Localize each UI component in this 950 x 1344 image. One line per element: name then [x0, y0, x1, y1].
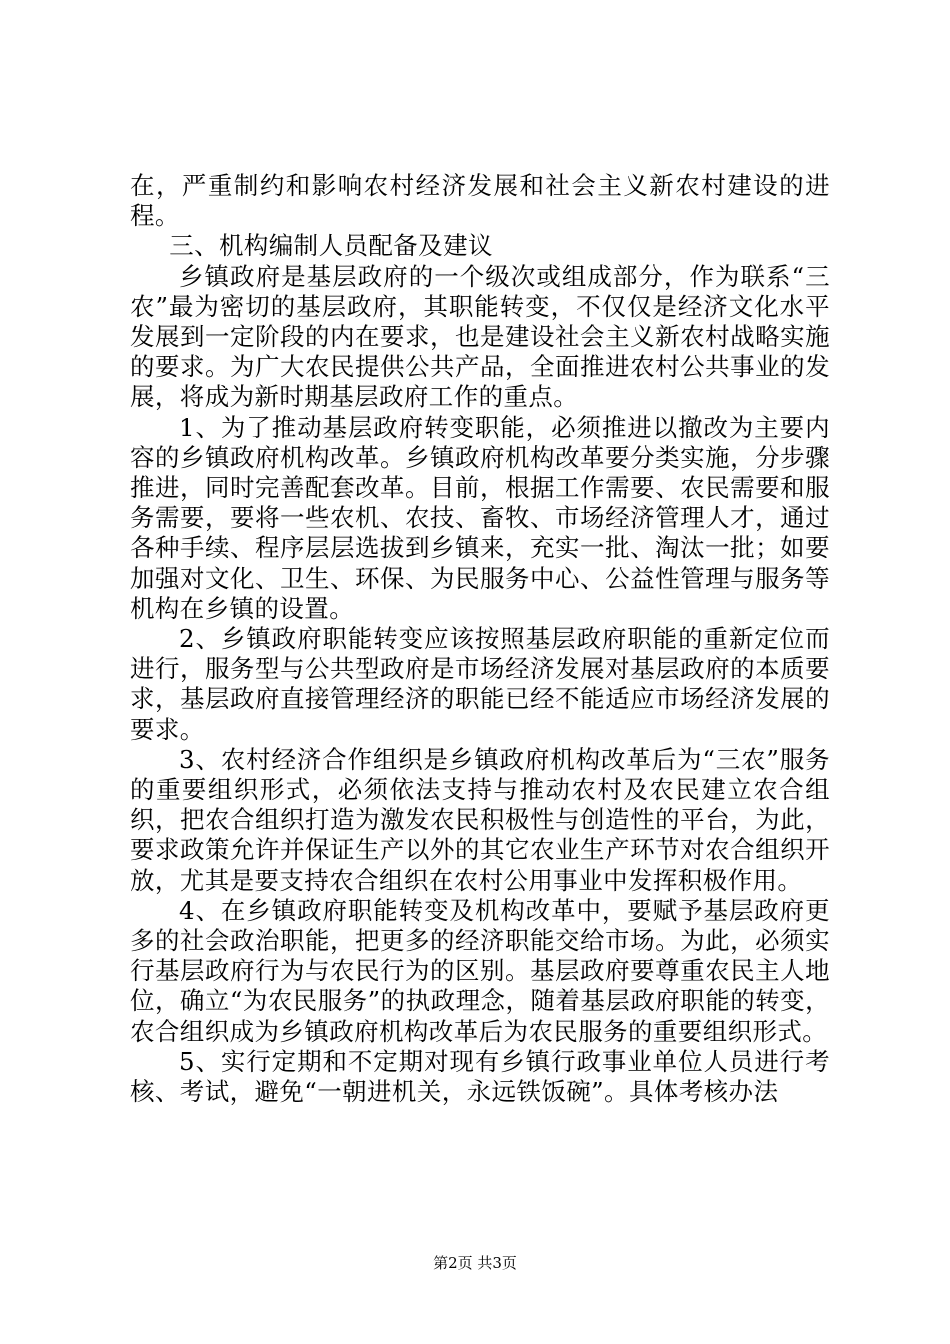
paragraph-item-4: 4、在乡镇政府职能转变及机构改革中，要赋予基层政府更多的社会政治职能，把更多的经济职能交给市场。为此，必须实行基层政府行为与农民行为的区别。基层政府要尊重农民主人地位，确立“为农民服务”的执政理念，随着基层政府职能的转变，农合组织成为乡镇政府机构改革后为农民服务的重要组织形式。 [130, 895, 830, 1046]
section-heading: 三、机构编制人员配备及建议 [169, 231, 493, 261]
paragraph-item-3: 3、农村经济合作组织是乡镇政府机构改革后为“三农”服务的重要组织形式，必须依法支持与推动农村及农民建立农合组织，把农合组织打造为激发农民积极性与创造性的平台，为此，要求政策允许并保证生产以外的其它农业生产环节对农合组织开放，尤其是要支持农合组织在农村公用事业中发挥积极作用。 [130, 744, 830, 895]
document-body [130, 171, 830, 1107]
page-number-footer: 第2页 共3页 [433, 1254, 517, 1272]
paragraph-intro: 乡镇政府是基层政府的一个级次或组成部分，作为联系“三农”最为密切的基层政府，其职能转变，不仅仅是经济文化水平发展到一定阶段的内在要求，也是建设社会主义新农村战略实施的要求。为广大农民提供公共产品，全面推进农村公共事业的发展，将成为新时期基层政府工作的重点。 [130, 261, 830, 412]
paragraph-continuation: 在，严重制约和影响农村经济发展和社会主义新农村建设的进程。 [130, 171, 830, 231]
paragraph-item-2: 2、乡镇政府职能转变应该按照基层政府职能的重新定位而进行，服务型与公共型政府是市场经济发展对基层政府的本质要求，基层政府直接管理经济的职能已经不能适应市场经济发展的要求。 [130, 624, 830, 744]
paragraph-item-1: 1、为了推动基层政府转变职能，必须推进以撤改为主要内容的乡镇政府机构改革。乡镇政府机构改革要分类实施，分步骤推进，同时完善配套改革。目前，根据工作需要、农民需要和服务需要，要将一些农机、农技、畜牧、市场经济管理人才，通过各种手续、程序层层选拔到乡镇来，充实一批、淘汰一批；如要加强对文化、卫生、环保、为民服务中心、公益性管理与服务等机构在乡镇的设置。 [130, 412, 830, 623]
paragraph-item-5: 5、实行定期和不定期对现有乡镇行政事业单位人员进行考核、考试，避免“一朝进机关，永远铁饭碗”。具体考核办法 [130, 1046, 830, 1107]
